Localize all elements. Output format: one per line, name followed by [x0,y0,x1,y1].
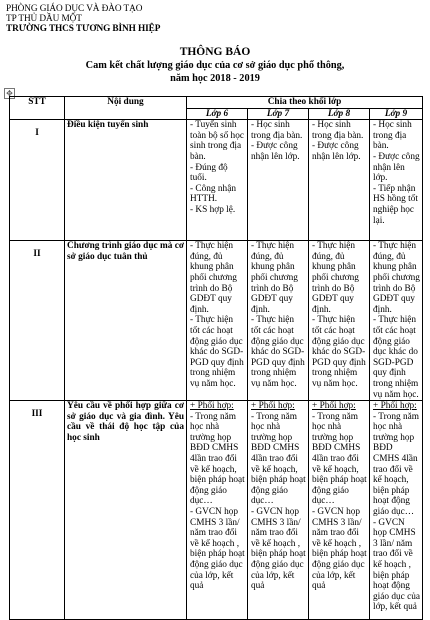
row-number: I [10,120,65,241]
cell-text: - Học sinh trong địa bàn. - Được công nhận lên lớp. - Tiếp nhận HS hồng tốt nghiệp học lại. [373,120,420,226]
grade-7-cell [248,241,309,401]
cell-prefix: + Phối hợp: [251,401,295,412]
grade-6-cell [187,401,248,620]
document-subtitle: Cam kết chất lượng giáo dục của cơ sở giáo dục phổ thông, [85,60,345,71]
cell-prefix: + Phối hợp: [190,401,234,412]
header-content: Nội dung [65,97,187,120]
cell-text: - Thực hiện đúng, đủ khung phân phối chương trình do Bộ GDĐT quy định. - Thực hiện tốt các hoạt động giáo dục khác do SGD-PGD quy định trong nhiệm vụ năm học. [190,241,244,389]
document-header [6,4,160,35]
grade-7-cell [248,120,309,241]
header-department: PHÒNG GIÁO DỤC VÀ ĐÀO TẠO [6,4,143,14]
header-stt: STT [10,97,65,120]
grade-6-cell [187,241,248,401]
header-school: TRƯỜNG THCS TƯƠNG BÌNH HIỆP [6,24,161,35]
grade-8-cell [309,241,370,401]
row-content: Yêu cầu về phối hợp giữa cơ sở giáo dục và gia đình. Yêu cầu về thái độ học tập của học sinh [65,401,187,620]
grade-8-cell [309,120,370,241]
cell-text: - Thực hiện đúng, đủ khung phân phối chương trình do Bộ GDĐT quy định. - Thực hiện tốt các hoạt động giáo dục khác do SGD-PGD quy định trong nhiệm vụ năm học. [312,241,366,389]
header-grade-7: Lớp 7 [248,108,309,120]
table-row [10,241,423,401]
header-city: TP THỦ DẦU MỘT [6,14,82,25]
grade-6-cell [187,120,248,241]
grade-8-cell [309,401,370,620]
header-grade-6: Lớp 6 [187,108,248,120]
cell-prefix: + Phối hợp: [373,401,417,412]
document-title: THÔNG BÁO [179,46,251,58]
table-row [10,120,423,241]
cell-text: - Trong năm học nhà trường họp BĐD CMHS 4lần trao đổi về kế hoạch, biện pháp hoạt động giáo dục… - GVCN họp CMHS 3 lần/ năm trao đổi về kế hoạch , biện pháp hoạt động giáo dục của lớp, kết quả [190,411,245,592]
grade-9-cell [370,120,423,241]
header-grade-group: Chia theo khối lớp [187,97,423,109]
cell-text: - Thực hiện đúng, đủ khung phân phối chương trình do Bộ GDĐT quy định. - Thực hiện tốt các hoạt động giáo dục khác do SGD-PGD quy định trong nhiệm vụ năm học. [373,241,420,400]
row-number: II [10,241,65,401]
grade-9-cell [370,241,423,401]
cell-text: - Học sinh trong địa bàn. - Được công nhận lên lớp. [251,120,303,162]
cell-text: - Trong năm học nhà trường họp BĐD CMHS 4lần trao đổi về kế hoạch, biện pháp hoạt động giáo dục… - GVCN họp CMHS 3 lần/ năm trao đổi về kế hoạch , biện pháp hoạt động giáo dục của lớp, kết quả [251,411,306,592]
school-year: năm học 2018 - 2019 [170,73,260,84]
grade-9-cell [370,401,423,620]
cell-text: - Tuyển sinh toàn bộ số học sinh trong địa bàn. - Đúng độ tuổi. - Công nhận HTTH. - KS hợp lệ. [190,120,244,215]
cell-text: - Trong năm học nhà trường họp BĐD CMHS 4lần trao đổi về kế hoạch, biện pháp hoạt động giáo dục… - GVCN họp CMHS 3 lần/ năm trao đổi về kế hoạch , biện pháp hoạt động giáo dục của lớp, kết quả [373,411,420,613]
cell-text: - Thực hiện đúng, đủ khung phân phối chương trình do Bộ GDĐT quy định. - Thực hiện tốt các hoạt động giáo dục khác do SGD-PGD quy định trong nhiệm vụ năm học. [251,241,305,389]
header-grade-9: Lớp 9 [370,108,423,120]
commitment-table [9,96,423,620]
row-content: Điều kiện tuyển sinh [65,120,187,241]
row-content: Chương trình giáo dục mà cơ sở giáo dục tuân thủ [65,241,187,401]
row-number: III [10,401,65,620]
header-grade-8: Lớp 8 [309,108,370,120]
cell-text: - Học sinh trong địa bàn. - Được công nhận lên lớp. [312,120,364,162]
cell-prefix: + Phối hợp: [312,401,356,412]
cell-text: - Trong năm học nhà trường họp BĐD CMHS 4lần trao đổi về kế hoạch, biện pháp hoạt động giáo dục… - GVCN họp CMHS 3 lần/ năm trao đổi về kế hoạch , biện pháp hoạt động giáo dục của lớp, kết quả [312,411,367,592]
grade-7-cell [248,401,309,620]
table-row [10,401,423,620]
table-move-handle-icon[interactable]: ✥ [4,88,15,99]
